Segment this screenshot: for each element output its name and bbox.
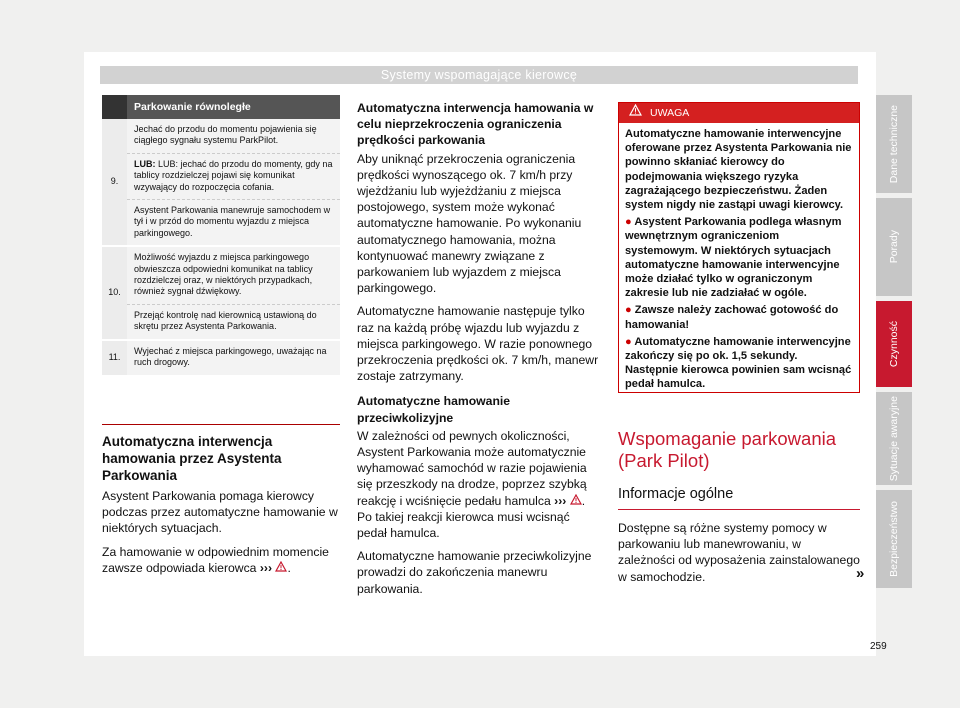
- warning-icon: [629, 103, 642, 123]
- warning-icon: [570, 493, 582, 509]
- continue-icon: »: [856, 565, 865, 582]
- right-body: [618, 520, 860, 585]
- paragraph: Automatyczne hamowanie przeciwkolizyjne prowadzi do zakończenia manewru parkowania.: [357, 549, 592, 596]
- chapter-subtitle: Informacje ogólne: [618, 486, 734, 502]
- table-row: [102, 247, 340, 340]
- step-number: 11.: [108, 351, 121, 362]
- paragraph: Za hamowanie w odpowiednim momencie zawsze odpowiada kierowca ››› .: [102, 544, 329, 575]
- step-text: Możliwość wyjazdu z miejsca parkingowego obwieszcza odpowiedni komunikat na tablicy rozdzielczej oraz, w niektórych przypadkach, również sygnał dźwiękowy.: [127, 247, 340, 305]
- middle-section: [357, 100, 602, 597]
- step-text: Przejąć kontrolę nad kierownicą ustawioną do skrętu przez Asystenta Parkowania.: [134, 309, 317, 332]
- section-heading: Automatyczna interwencja hamowania przez Asystenta Parkowania: [102, 434, 282, 483]
- tab-dane-techniczne[interactable]: Dane techniczne: [876, 95, 912, 193]
- warning-icon: [275, 560, 287, 576]
- step-text: Asystent Parkowania manewruje samochodem w tył i w przód do momentu wyjazdu z miejsca parkingowego.: [134, 205, 331, 238]
- steps-table: [102, 95, 340, 377]
- left-body: [102, 488, 340, 576]
- step-text: Jechać do przodu do momentu pojawienia się ciągłego sygnału systemu ParkPilot.: [127, 119, 340, 154]
- table-row: [102, 341, 340, 377]
- paragraph: Automatyczne hamowanie następuje tylko raz na każdą próbę wjazdu lub wyjazdu z miejsca parkingowego. W razie ponownego przekroczenia prędkości ok. 7 km/h, manewr zostaje zatrzymany.: [357, 304, 599, 384]
- tab-porady[interactable]: Porady: [876, 198, 912, 296]
- warning-title: UWAGA: [650, 107, 690, 119]
- table-row: [102, 119, 340, 247]
- section-heading: Automatyczna interwencja hamowania w celu nieprzekroczenia ograniczenia prędkości parkowania: [357, 101, 594, 148]
- warning-header: [619, 103, 859, 123]
- warning-item: ● Automatyczne hamowanie interwencyjne zakończy się po ok. 1,5 sekundy. Następnie kierowca powinien sam wcisnąć pedał hamulca.: [625, 335, 852, 391]
- step-number: 10.: [108, 287, 121, 298]
- warning-box: [618, 102, 860, 393]
- step-text: Wyjechać z miejsca parkingowego, uważając na ruch drogowy.: [134, 345, 327, 368]
- tab-sytuacje-awaryjne[interactable]: Sytuacje awaryjne: [876, 392, 912, 485]
- left-section: [102, 424, 340, 484]
- warning-text: Automatyczne hamowanie interwencyjne oferowane przez Asystenta Parkowania nie powinno skłaniać kierowcy do podejmowania większego ryzyka zagrażającego bezpieczeństwu. Żaden system nigdy nie zastąpi uwagi kierowcy.: [625, 128, 852, 212]
- warning-item: ● Asystent Parkowania podlega własnym wewnętrznym ograniczeniom systemowym. W niektórych sytuacjach automatyczne hamowanie interwencyjne może działać tylko w ograniczonym zakresie lub nie zadziałać w ogóle.: [625, 216, 842, 300]
- step-number: 9.: [110, 176, 119, 187]
- warning-item: ● Zawsze należy zachować gotowość do hamowania!: [625, 304, 839, 331]
- chapter-title: Wspomaganie parkowania (Park Pilot): [618, 428, 837, 471]
- tab-czynnosc[interactable]: Czynność: [876, 301, 912, 387]
- table-header: [102, 95, 340, 119]
- paragraph: W zależności od pewnych okoliczności, Asystent Parkowania może automatycznie wyhamować samochód w razie pojawienia się przeszkody na drodze, poprzez szybką reakcję i wciśnięcie pedału hamulca ››› . Po takiej reakcji kierowca musi wcisnąć pedał hamulca.: [357, 428, 587, 541]
- page-number: 259: [870, 641, 887, 652]
- subtitle-block: [618, 485, 860, 510]
- paragraph: Aby uniknąć przekroczenia ograniczenia prędkości wynoszącego ok. 7 km/h przy wjeżdżaniu lub wyjeżdżaniu z miejsca postojowego, system może wykonać automatyczne hamowanie. Po wykonaniu automatycznego hamowania, można kontynuować manewry związane z parkowaniem lub wyjazdem z miejsca parkingowego.: [357, 151, 582, 296]
- paragraph: Dostępne są różne systemy pomocy w parkowaniu lub manewrowaniu, w zależności od wyposażenia zainstalowanego w samochodzie.: [618, 521, 860, 584]
- paragraph: Asystent Parkowania pomaga kierowcy podczas przez automatyczne hamowanie w niektórych sytuacjach.: [102, 489, 338, 536]
- tab-bezpieczenstwo[interactable]: Bezpieczeństwo: [876, 490, 912, 588]
- table-header-title: Parkowanie równoległe: [134, 101, 251, 113]
- subheading: Automatyczne hamowanie przeciwkolizyjne: [357, 394, 511, 425]
- step-text: LUB: LUB: jechać do przodu do momenty, gdy na tablicy rozdzielczej pojawi się komunikat wzywający do rozpoczęcia cofania.: [127, 154, 340, 200]
- right-section: [618, 428, 860, 472]
- section-header: Systemy wspomagające kierowcę: [100, 66, 858, 84]
